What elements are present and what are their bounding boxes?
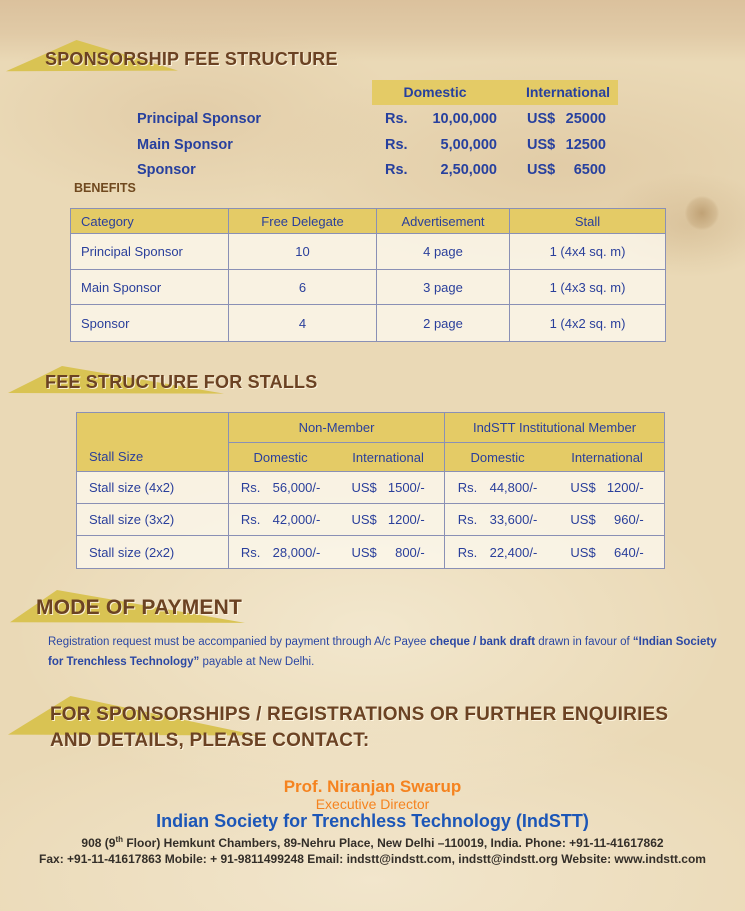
table-header-cell: Category <box>71 209 229 234</box>
payment-paragraph: Registration request must be accompanied by payment through A/c Payee cheque / bank draft drawn in favour of “Indian Society for Trenchless Technology” payable at New Delhi. <box>48 636 717 668</box>
international-fee: US$ 6500 <box>527 162 606 178</box>
table-cell: 2 page <box>377 305 510 341</box>
column-domestic: Domestic <box>403 84 467 100</box>
column-international: International <box>525 84 610 100</box>
sponsorship-row <box>0 160 745 181</box>
sponsor-label: Sponsor <box>137 162 196 178</box>
sponsorship-column-header <box>372 80 618 105</box>
sponsor-label: Principal Sponsor <box>137 111 262 127</box>
stall-fees-non-member: Rs. 42,000/- US$ 1200/- <box>229 504 445 536</box>
table-cell: 3 page <box>377 270 510 305</box>
table-header-cell: Free Delegate <box>229 209 377 234</box>
section-heading-stalls: FEE STRUCTURE FOR STALLS <box>45 372 318 392</box>
section-heading-sponsorship: SPONSORSHIP FEE STRUCTURE <box>45 49 338 69</box>
stall-row-label: Stall size (4x2) <box>77 472 229 504</box>
table-cell: 4 <box>229 305 377 341</box>
contact-title: Executive Director <box>315 796 430 812</box>
table-cell: 6 <box>229 270 377 305</box>
sub-header-row: Domestic International <box>445 443 664 472</box>
international-fee: US$ 25000 <box>527 111 606 127</box>
table-cell: 4 page <box>377 234 510 270</box>
section-heading-payment: MODE OF PAYMENT <box>36 596 243 619</box>
sponsor-label: Main Sponsor <box>137 137 233 153</box>
stall-fees-member: Rs. 33,600/- US$ 960/- <box>445 504 664 536</box>
table-cell: Main Sponsor <box>71 270 229 305</box>
table-cell: 10 <box>229 234 377 270</box>
table-header-cell: Stall <box>510 209 665 234</box>
stalls-table <box>76 412 665 569</box>
table-cell: Principal Sponsor <box>71 234 229 270</box>
organization-name: Indian Society for Trenchless Technology (IndSTT) <box>156 811 589 831</box>
section-heading-contact: FOR SPONSORSHIPS / REGISTRATIONS OR FURTHER ENQUIRIES AND DETAILS, PLEASE CONTACT: <box>50 704 669 751</box>
stall-row-label: Stall size (2x2) <box>77 536 229 568</box>
stall-fees-non-member: Rs. 28,000/- US$ 800/- <box>229 536 445 568</box>
domestic-fee: Rs. 2,50,000 <box>385 162 497 178</box>
group-header-indstt-member: IndSTT Institutional Member <box>445 413 664 443</box>
international-fee: US$ 12500 <box>527 137 606 153</box>
stall-fees-member: Rs. 22,400/- US$ 640/- <box>457 544 644 560</box>
sub-header-row: Domestic International <box>229 443 445 472</box>
stall-fees-member: Rs. 44,800/- US$ 1200/- <box>445 472 664 504</box>
stall-row-label: Stall size (3x2) <box>77 504 229 536</box>
table-cell: 1 (4x2 sq. m) <box>549 315 626 331</box>
benefits-table <box>70 208 666 342</box>
sponsorship-row <box>0 109 745 130</box>
table-cell: 1 (4x3 sq. m) <box>510 270 665 305</box>
domestic-fee: Rs. 10,00,000 <box>385 111 497 127</box>
contact-details-line: Fax: +91-11-41617863 Mobile: + 91-9811499248 Email: indstt@indstt.com, indstt@indstt.org Website: www.indstt.com <box>39 852 706 866</box>
stall-size-header: Stall Size <box>77 413 229 472</box>
table-header-cell: Advertisement <box>377 209 510 234</box>
contact-name: Prof. Niranjan Swarup <box>283 777 462 796</box>
sponsorship-row <box>0 135 745 156</box>
benefits-label: BENEFITS <box>74 181 136 195</box>
table-cell: Sponsor <box>71 305 229 341</box>
address-line: 908 (9th Floor) Hemkunt Chambers, 89-Nehru Place, New Delhi –110019, India. Phone: +91-11-41617862 <box>81 835 664 850</box>
domestic-fee: Rs. 5,00,000 <box>385 137 497 153</box>
group-header-non-member: Non-Member <box>229 413 445 443</box>
stall-fees-non-member: Rs. 56,000/- US$ 1500/- <box>229 472 445 504</box>
table-cell: 1 (4x4 sq. m) <box>510 234 665 270</box>
